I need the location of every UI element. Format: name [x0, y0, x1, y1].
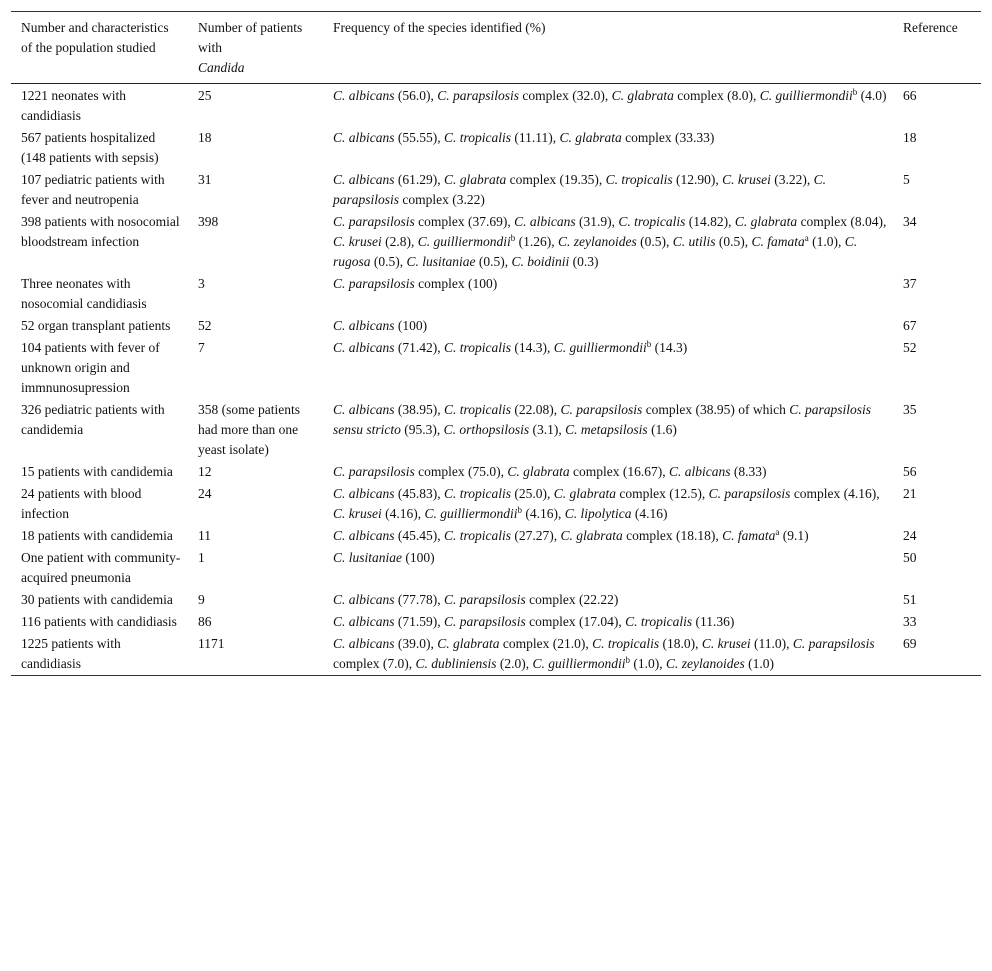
species-frequency: (95.3),	[400, 422, 444, 437]
species-cell	[323, 84, 893, 128]
species-cell	[323, 273, 893, 315]
species-name: C. tropicalis	[605, 172, 673, 187]
species-name: C. glabrata	[553, 486, 617, 501]
species-name: C. tropicalis	[444, 528, 512, 543]
species-cell	[323, 633, 893, 676]
species-frequency: (39.0),	[394, 636, 438, 651]
species-frequency: (0.3)	[569, 254, 599, 269]
species-frequency: complex (8.0),	[673, 88, 760, 103]
species-frequency: (71.42),	[394, 340, 445, 355]
species-frequency: (77.78),	[394, 592, 445, 607]
species-frequency: (100)	[402, 550, 435, 565]
species-frequency: complex (16.67),	[569, 464, 670, 479]
species-frequency: (1.0),	[808, 234, 845, 249]
species-name: C. krusei	[333, 234, 382, 249]
species-frequency: (4.16),	[522, 506, 565, 521]
species-frequency: complex (8.04),	[797, 214, 887, 229]
species-name: C. metapsilosis	[565, 422, 648, 437]
species-cell	[323, 611, 893, 633]
species-name: C. albicans	[333, 486, 395, 501]
patients-cell: 86	[198, 614, 212, 629]
species-name: C. glabrata	[734, 214, 798, 229]
reference-cell: 51	[903, 592, 917, 607]
species-name: C. albicans	[333, 88, 395, 103]
species-frequency: (100)	[394, 318, 428, 333]
table-row	[11, 84, 981, 128]
species-name: C. guilliermondii	[759, 88, 853, 103]
species-name: C. lusitaniae	[406, 254, 476, 269]
species-name: C. krusei	[701, 636, 751, 651]
header-row	[11, 12, 981, 84]
population-cell: 52 organ transplant patients	[21, 318, 171, 333]
patients-cell: 3	[198, 276, 205, 291]
table-row	[11, 633, 981, 676]
species-name: C. lusitaniae	[333, 550, 403, 565]
species-frequency: (71.59),	[394, 614, 445, 629]
species-name: C. parapsilosis	[708, 486, 791, 501]
table-row	[11, 315, 981, 337]
reference-cell: 56	[903, 464, 917, 479]
species-name: C. guilliermondii	[417, 234, 511, 249]
population-cell: 567 patients hospitalized (148 patients with sepsis)	[21, 130, 159, 165]
species-name: C. dubliniensis	[415, 656, 497, 671]
table-row	[11, 273, 981, 315]
table-row	[11, 399, 981, 461]
population-cell: 116 patients with candidiasis	[21, 614, 177, 629]
table-row	[11, 211, 981, 273]
species-frequency: (45.45),	[394, 528, 445, 543]
population-cell: 326 pediatric patients with candidemia	[21, 402, 165, 437]
species-frequency: (1.6)	[647, 422, 677, 437]
species-name: C. albicans	[333, 636, 395, 651]
species-name: C. albicans	[669, 464, 731, 479]
species-frequency: complex (12.5),	[616, 486, 709, 501]
species-cell	[323, 211, 893, 273]
species-frequency: (8.33)	[730, 464, 767, 479]
population-cell: Three neonates with nosocomial candidiasis	[21, 276, 147, 311]
species-frequency: (14.3),	[511, 340, 554, 355]
table-row	[11, 337, 981, 399]
reference-cell: 24	[903, 528, 917, 543]
species-name: C. glabrata	[437, 636, 500, 651]
species-frequency: complex (17.04),	[525, 614, 626, 629]
footnote-marker: b	[625, 655, 631, 665]
species-frequency: (4.16)	[631, 506, 668, 521]
species-frequency: complex (75.0),	[414, 464, 508, 479]
species-cell	[323, 547, 893, 589]
species-frequency: (2.0),	[496, 656, 533, 671]
table-row	[11, 169, 981, 211]
species-frequency: (4.16),	[381, 506, 425, 521]
species-frequency: (27.27),	[511, 528, 561, 543]
footnote-marker: b	[510, 233, 516, 243]
species-name: C. utilis	[672, 234, 716, 249]
footnote-marker: b	[646, 339, 652, 349]
population-cell: 18 patients with candidemia	[21, 528, 173, 543]
table-row	[11, 127, 981, 169]
species-frequency: (18.0),	[659, 636, 702, 651]
reference-cell: 34	[903, 214, 917, 229]
species-name: C. glabrata	[611, 88, 674, 103]
species-name: C. parapsilosis	[444, 614, 526, 629]
species-name: C. glabrata	[560, 528, 623, 543]
species-name: C. albicans	[333, 318, 395, 333]
species-frequency: (1.0)	[744, 656, 775, 671]
population-cell: 1225 patients with candidiasis	[21, 636, 121, 671]
species-frequency: complex (7.0),	[333, 656, 416, 671]
reference-cell: 37	[903, 276, 917, 291]
species-frequency: (61.29),	[394, 172, 445, 187]
species-frequency: (3.1),	[529, 422, 566, 437]
species-frequency: (11.0),	[750, 636, 793, 651]
reference-cell: 52	[903, 340, 917, 355]
footnote-marker: a	[775, 527, 780, 537]
table-row	[11, 525, 981, 547]
species-cell	[323, 399, 893, 461]
species-frequency: complex (4.16),	[790, 486, 880, 501]
species-name: C. albicans	[333, 528, 395, 543]
patients-cell: 11	[198, 528, 211, 543]
species-name: C. albicans	[333, 614, 395, 629]
population-cell: 107 pediatric patients with fever and neutropenia	[21, 172, 165, 207]
footnote-marker: a	[804, 233, 809, 243]
patients-cell: 25	[198, 88, 212, 103]
species-frequency: complex (18.18),	[622, 528, 723, 543]
species-cell	[323, 589, 893, 611]
patients-cell: 1171	[198, 636, 225, 651]
species-name: C. parapsilosis	[333, 172, 827, 207]
species-name: C. parapsilosis	[437, 88, 520, 103]
species-frequency: complex (33.33)	[621, 130, 715, 145]
species-frequency: (3.22),	[770, 172, 814, 187]
reference-cell: 50	[903, 550, 917, 565]
species-frequency: (22.08),	[511, 402, 561, 417]
species-cell	[323, 525, 893, 547]
patients-cell: 7	[198, 340, 205, 355]
species-frequency: (38.95),	[394, 402, 445, 417]
species-name: C. parapsilosis	[792, 636, 875, 651]
species-name: C. zeylanoides	[666, 656, 745, 671]
species-name: C. guilliermondii	[532, 656, 626, 671]
species-name: C. lipolytica	[564, 506, 632, 521]
footnote-marker: b	[517, 505, 523, 515]
table-row	[11, 589, 981, 611]
species-name: C. parapsilosis	[333, 214, 415, 229]
species-frequency: (0.5),	[370, 254, 407, 269]
species-name: C. albicans	[333, 402, 395, 417]
species-name: C. krusei	[722, 172, 771, 187]
population-cell: 24 patients with blood infection	[21, 486, 142, 521]
species-name: C. krusei	[333, 506, 382, 521]
species-frequency: (0.5),	[475, 254, 512, 269]
species-cell	[323, 127, 893, 169]
species-name: C. albicans	[514, 214, 576, 229]
species-name: C. tropicalis	[592, 636, 660, 651]
patients-cell: 398	[198, 214, 219, 229]
species-frequency: (14.82),	[685, 214, 735, 229]
species-name: C. tropicalis	[625, 614, 693, 629]
reference-cell: 69	[903, 636, 917, 651]
species-name: C. parapsilosis	[333, 464, 415, 479]
header-population: Number and characteristics of the population studied	[21, 20, 169, 55]
table-row	[11, 483, 981, 525]
patients-cell: 31	[198, 172, 212, 187]
species-frequency: complex (22.22)	[525, 592, 619, 607]
species-name: C. zeylanoides	[558, 234, 637, 249]
population-cell: 30 patients with candidemia	[21, 592, 173, 607]
species-name: C. tropicalis	[444, 402, 512, 417]
species-name: C. glabrata	[507, 464, 570, 479]
population-cell: 398 patients with nosocomial bloodstream infection	[21, 214, 180, 249]
species-name: C. parapsilosis	[333, 276, 415, 291]
reference-cell: 18	[903, 130, 917, 145]
population-cell: 15 patients with candidemia	[21, 464, 173, 479]
species-frequency: (0.5),	[636, 234, 673, 249]
patients-cell: 12	[198, 464, 212, 479]
patients-cell: 358 (some patients had more than one yeast isolate)	[198, 402, 300, 457]
species-frequency: complex (32.0),	[519, 88, 612, 103]
species-name: C. albicans	[333, 340, 395, 355]
species-frequency: (56.0),	[394, 88, 438, 103]
patients-cell: 24	[198, 486, 212, 501]
header-patients-genus: Candida	[198, 60, 245, 75]
species-frequency: (25.0),	[511, 486, 554, 501]
species-cell	[323, 461, 893, 483]
population-cell: 1221 neonates with candidiasis	[21, 88, 126, 123]
species-frequency: (11.11),	[511, 130, 560, 145]
species-frequency: (12.90),	[672, 172, 723, 187]
species-cell	[323, 315, 893, 337]
species-name: C. albicans	[333, 130, 395, 145]
species-name: C. boidinii	[511, 254, 570, 269]
header-reference: Reference	[903, 20, 958, 35]
species-frequency: (1.0),	[630, 656, 667, 671]
table-row	[11, 547, 981, 589]
table-row	[11, 461, 981, 483]
table-header	[11, 12, 981, 84]
species-name: C. parapsilosis sensu stricto	[333, 402, 872, 437]
header-patients	[188, 12, 323, 84]
species-name: C. famata	[722, 528, 776, 543]
reference-cell: 21	[903, 486, 917, 501]
population-cell: One patient with community-acquired pneumonia	[21, 550, 181, 585]
reference-cell: 33	[903, 614, 917, 629]
species-frequency: (1.26),	[515, 234, 559, 249]
header-frequency: Frequency of the species identified (%)	[333, 20, 546, 35]
reference-cell: 35	[903, 402, 917, 417]
patients-cell: 18	[198, 130, 212, 145]
table-row	[11, 611, 981, 633]
species-name: C. guilliermondii	[424, 506, 518, 521]
species-name: C. tropicalis	[444, 130, 512, 145]
species-frequency: complex (37.69),	[414, 214, 515, 229]
header-patients-text: Number of patients with	[198, 20, 303, 55]
reference-cell: 67	[903, 318, 917, 333]
species-name: C. albicans	[333, 172, 395, 187]
species-frequency: (4.0)	[857, 88, 887, 103]
patients-cell: 52	[198, 318, 212, 333]
species-frequency: (0.5),	[715, 234, 752, 249]
species-frequency: (31.9),	[575, 214, 619, 229]
patients-cell: 9	[198, 592, 205, 607]
species-name: C. glabrata	[559, 130, 622, 145]
species-name: C. parapsilosis	[560, 402, 643, 417]
reference-cell: 5	[903, 172, 910, 187]
species-frequency: complex (38.95) of which	[642, 402, 790, 417]
species-frequency: (45.83),	[394, 486, 445, 501]
species-frequency: complex (3.22)	[399, 192, 485, 207]
species-name: C. famata	[751, 234, 805, 249]
patients-cell: 1	[198, 550, 205, 565]
species-name: C. albicans	[333, 592, 395, 607]
species-cell	[323, 337, 893, 399]
population-cell: 104 patients with fever of unknown origin and immnunosupression	[21, 340, 160, 395]
reference-cell: 66	[903, 88, 917, 103]
species-name: C. tropicalis	[444, 486, 512, 501]
species-name: C. glabrata	[444, 172, 507, 187]
species-name: C. parapsilosis	[444, 592, 526, 607]
species-name: C. rugosa	[333, 234, 858, 269]
species-frequency: (2.8),	[381, 234, 418, 249]
species-name: C. tropicalis	[618, 214, 686, 229]
species-frequency: complex (19.35),	[506, 172, 606, 187]
species-name: C. orthopsilosis	[443, 422, 530, 437]
species-frequency: (11.36)	[692, 614, 735, 629]
species-frequency: (9.1)	[779, 528, 809, 543]
table-body	[11, 84, 981, 676]
footnote-marker: b	[852, 87, 858, 97]
species-name: C. tropicalis	[444, 340, 512, 355]
species-cell	[323, 483, 893, 525]
species-cell	[323, 169, 893, 211]
candida-species-table	[11, 11, 981, 676]
species-frequency: (14.3)	[651, 340, 688, 355]
species-frequency: complex (21.0),	[499, 636, 593, 651]
species-name: C. guilliermondii	[553, 340, 647, 355]
species-frequency: (55.55),	[394, 130, 445, 145]
species-frequency: complex (100)	[414, 276, 498, 291]
